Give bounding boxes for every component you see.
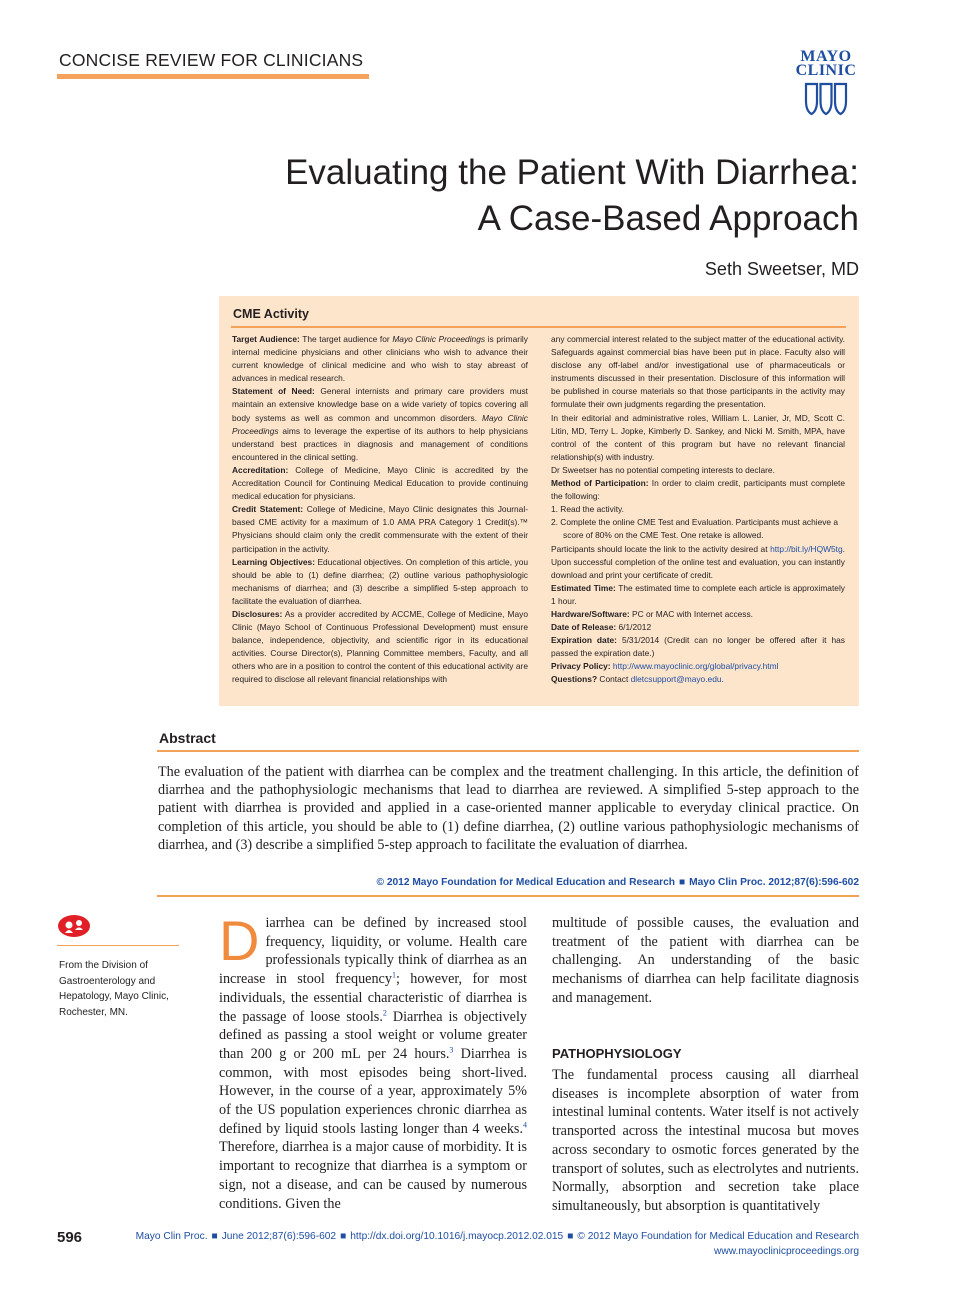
pathophysiology-text: The fundamental process causing all diarrheal diseases is incomplete absorption of water from intestinal luminal contents. Water itself is not actively transported across the intestinal mucosa but moves across secondary to osmotic forces generated by the transport of solutes, such as electrolytes and nutrients. Normally, absorption and secretion take place simultaneously, but absorption is quantitatively [552,1067,859,1214]
cme-heading: CME Activity [233,307,309,321]
cme-hardware: Hardware/Software: PC or MAC with Internet access. [551,608,753,619]
cme-author-disclosure: Dr Sweetser has no potential competing interests to declare. [551,464,775,475]
pathophysiology-heading: PATHOPHYSIOLOGY [552,1046,682,1061]
cme-activity-box [219,296,859,706]
reference-4[interactable]: 4 [523,1120,527,1129]
abstract-heading: Abstract [159,730,216,746]
reference-3[interactable]: 3 [449,1045,454,1055]
cme-disclosures-continued: any commercial interest related to the subject matter of the educational activity. Safeguards against commercial bias have been put in place. Faculty also will disclose any off-label and/or investigational use of pharmaceuticals or instruments discussed in their presentation. Disclosure of this information will be published in course materials so that those participants in the activity may formulate their own judgments regarding the presentation. [551,334,845,410]
title-line-1: Evaluating the Patient With Diarrhea: [285,153,859,192]
cme-questions: Questions? Contact dletcsupport@mayo.edu. [551,674,724,685]
section-rule [57,74,369,79]
footer-citation-line [136,1231,859,1242]
drop-cap: D [219,909,260,972]
cme-editorial-roles: In their editorial and administrative roles, William L. Lanier, Jr, MD, Scott C. Litin, MD, Terry L. Jopke, Kimberly D. Sankey, and Nicki M. Smith, MPA, have control of the content of this program but have no relevant financial relationship(s) with industry. [551,412,845,462]
article-title [285,150,859,242]
reference-1[interactable]: 1 [391,970,396,980]
cme-expiration-date: Expiration date: 5/31/2014 (Credit can no longer be offered after it has passed the expiration date.) [551,635,845,659]
affiliation-icon [57,914,91,938]
cme-disclosures: Disclosures: As a provider accredited by ACCME, College of Medicine, Mayo Clinic (Mayo School of Continuous Professional Development) must ensure balance, independence, objectivity, and scientific rigor in its educational activities. Course Director(s), Planning Committee members, Faculty, and all others who are in a position to control the content of this educational activity are required to disclose all relevant financial relationships with [232,608,528,685]
affiliation-rule [57,945,179,946]
cme-statement-of-need: Statement of Need: General internists and primary care providers must maintain an extensive knowledge base on a wide variety of topics covering all body systems as well as common and uncommon disorders. Mayo Clinic Proceedings aims to leverage the expertise of its authors to help physicians understand best practices in diagnosis and management of conditions encountered in the clinical setting. [232,386,528,462]
contact-email-link[interactable]: dletcsupport@mayo.edu [630,674,722,685]
footer-issue: June 2012;87(6):596-602 [221,1231,337,1242]
cme-left-column [232,333,528,687]
cme-estimated-time: Estimated Time: The estimated time to complete each article is approximately 1 hour. [551,582,845,606]
separator-square-icon: ■ [567,1231,574,1242]
cme-step-1: 1. Read the activity. [551,504,624,515]
abstract-citation: Mayo Clin Proc. 2012;87(6):596-602 [689,877,859,888]
logo-line-2: CLINIC [795,62,857,79]
abstract-text: The evaluation of the patient with diarrhea can be complex and the treatment challenging. In this article, the definition of diarrhea and the pathophysiologic mechanisms that lead to diarrhea are reviewed. A simplified 5-step approach to the patient with diarrhea is provided and applied in a case-oriented manner applicable to everyday clinical practice. On completion of this article, you should be able to (1) define diarrhea, (2) outline various pathophysiologic mechanisms of diarrhea, and (3) describe a simplified 5-step approach to facilitate the evaluation of diarrhea. [158,764,859,853]
shield-icon [803,81,849,117]
privacy-link[interactable]: http://www.mayoclinic.org/global/privacy.html [612,661,779,672]
separator-square-icon: ■ [678,877,686,888]
cme-learning-objectives: Learning Objectives: Educational objectives. On completion of this article, you should be able to (1) define diarrhea; (2) outline various pathophysiologic mechanisms of diarrhea; and (3) describe a simplified 5-step approach to facilitate the evaluation of diarrhea. [232,556,529,606]
cme-privacy-policy: Privacy Policy: http://www.mayoclinic.org/global/privacy.html [551,661,779,672]
body-column-2-intro: multitude of possible causes, the evaluation and treatment of the patient with diarrhea can be challenging. An understanding of the basic mechanisms of diarrhea can help facilitate diagnosis and management. [552,915,859,1006]
footer-website-link[interactable]: www.mayoclinicproceedings.org [714,1246,859,1257]
cme-target-audience: Target Audience: The target audience for Mayo Clinic Proceedings is primarily internal medicine physicians and other clinicians who wish to advance their current knowledge of clinical medicine and who wish to stay abreast of advances in medical research. [232,334,528,384]
title-line-2: A Case-Based Approach [477,199,859,238]
cme-release-date: Date of Release: 6/1/2012 [551,622,652,633]
abstract-rule [157,750,859,752]
abstract-bottom-rule [157,895,859,897]
cme-accreditation: Accreditation: College of Medicine, Mayo Clinic is accredited by the Accreditation Council for Continuing Medical Education to provide continuing medical education for physicians. [232,464,528,502]
abstract-copyright-line [376,877,859,888]
body-column-1: Diarrhea can be defined by increased stool frequency, liquidity, or volume. Health care professionals typically think of diarrhea as an increase in stool frequency$^1$; however, for most individuals, the essential characteristic of diarrhea is the passage of loose stools.$^2$ Diarrhea is objectively defined as passing a stool weight or volume greater than 200 g or 200 mL per 24 hours.$^3$ Diarrhea is common, with most episodes being short-lived. However, in the course of a year, approximately 5% of the US population experiences chronic diarrhea as defined by liquid stools lasting longer than 4 weeks.$^4$ Therefore, diarrhea is a major cause of morbidity. It is important to recognize that diarrhea is a symptom or sign, not a disease, and can be caused by numerous conditions. Given the [219,909,527,1212]
cme-activity-link[interactable]: http://bit.ly/HQW5tg [770,543,843,554]
reference-2[interactable]: 2 [382,1007,387,1017]
cme-right-column [551,333,845,687]
footer-journal: Mayo Clin Proc. [135,1231,208,1242]
separator-square-icon: ■ [211,1231,218,1242]
cme-step-2: 2. Complete the online CME Test and Evaluation. Participants must achieve a score of 80% on the CME Test. One retake is allowed. [551,517,839,541]
affiliation: From the Division of Gastroenterology and Hepatology, Mayo Clinic, Rochester, MN. [59,960,169,1018]
cme-credit-statement: Credit Statement: College of Medicine, Mayo Clinic designates this Journal-based CME activity for a maximum of 1.0 AMA PRA Category 1 Credit(s).™ Physicians should claim only the credit commensurate with the extent of their participation in the activity. [232,504,528,554]
cme-steps [551,503,845,542]
mayo-clinic-logo [790,50,862,117]
page-number: 596 [57,1229,83,1246]
abstract-copyright: © 2012 Mayo Foundation for Medical Education and Research [376,877,675,888]
cme-locate: Participants should locate the link to the activity desired at http://bit.ly/HQW5tg. Upon successful completion of the online test and evaluation, you can instantly download and print your certificate of credit. [551,543,845,580]
section-label: CONCISE REVIEW FOR CLINICIANS [59,50,364,70]
author: Seth Sweetser, MD [704,259,859,279]
cme-rule [231,326,846,328]
separator-square-icon: ■ [340,1231,347,1242]
footer-doi-link[interactable]: http://dx.doi.org/10.1016/j.mayocp.2012.02.015 [350,1231,564,1242]
footer-copyright: © 2012 Mayo Foundation for Medical Education and Research [577,1231,859,1242]
logo-line-1: MAYO [800,48,852,65]
cme-method: Method of Participation: In order to claim credit, participants must complete the following: [551,478,845,502]
